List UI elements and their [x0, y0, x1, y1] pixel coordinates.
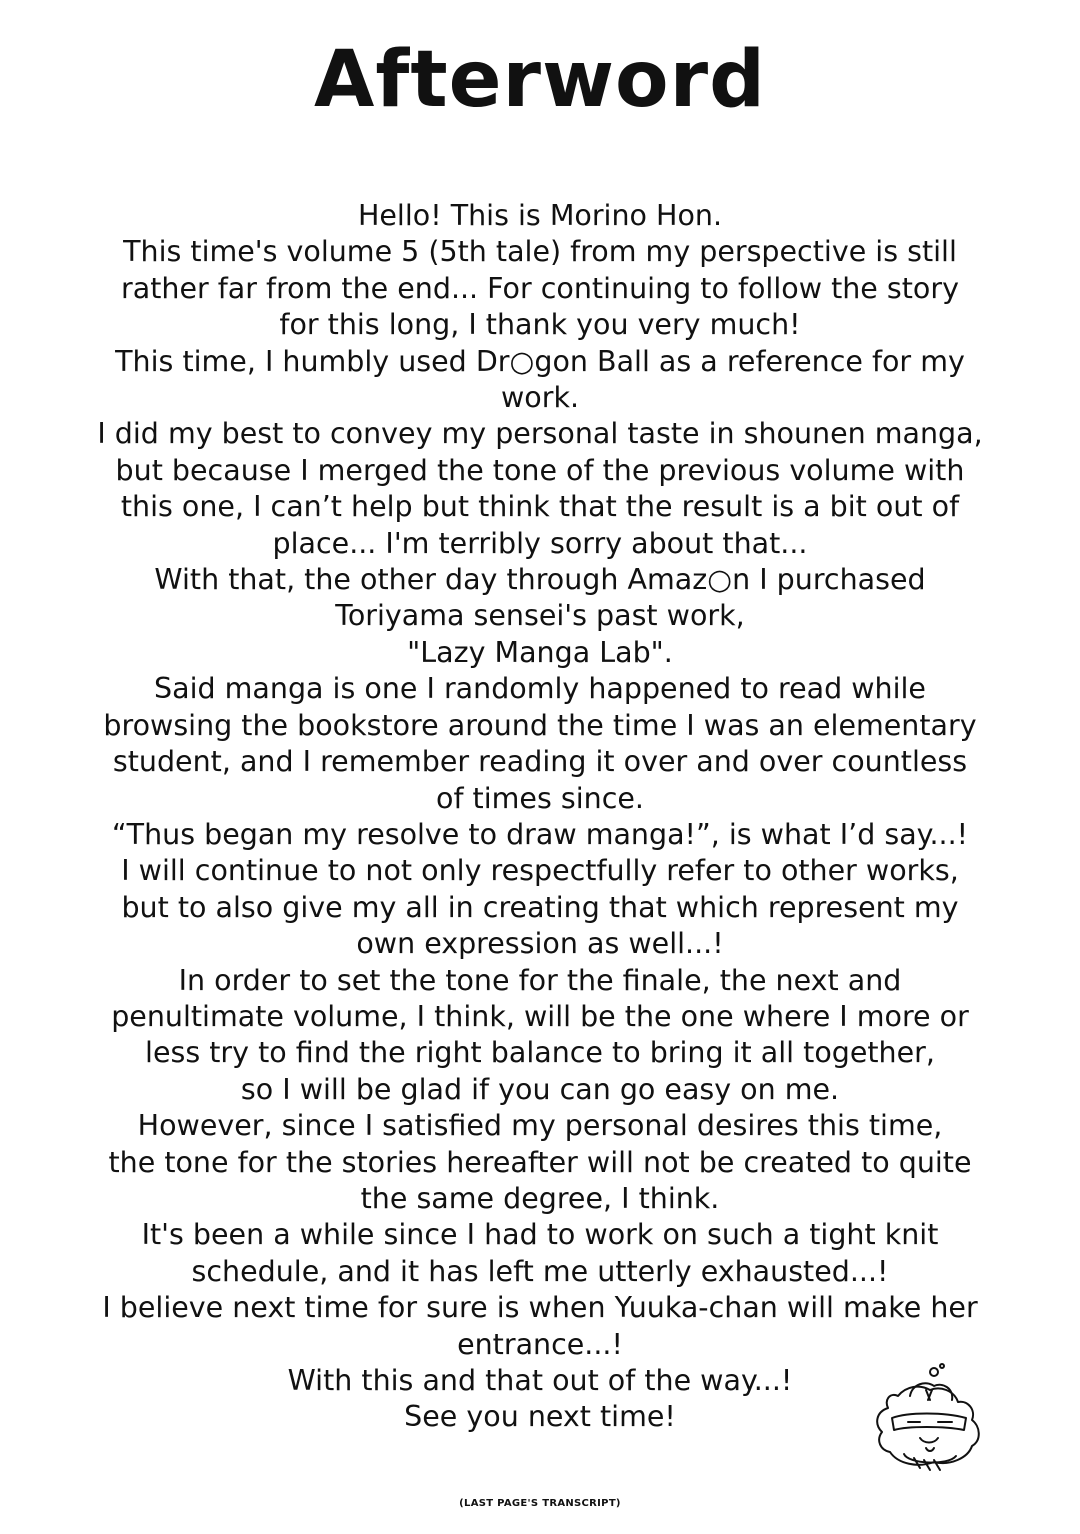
text-line: With this and that out of the way...! — [287, 1364, 793, 1397]
text-line: I did my best to convey my personal taste in shounen manga, — [97, 417, 983, 451]
text-line: However, since I satisfied my personal desires this time, — [137, 1109, 943, 1143]
page-title: Afterword — [314, 35, 766, 125]
text-line: own expression as well...! — [356, 927, 724, 961]
text-line: “Thus began my resolve to draw manga!”, is what I’d say...! — [111, 817, 969, 851]
text-line: the tone for the stories hereafter will not be created to quite — [108, 1145, 972, 1179]
text-line: Hello! This is Morino Hon. — [357, 199, 723, 232]
text-line: work. — [500, 381, 580, 415]
text-line: less try to find the right balance to bring it all together, — [145, 1036, 935, 1070]
text-line: penultimate volume, I think, will be the one where I more or — [111, 999, 969, 1033]
text-line: place... I'm terribly sorry about that... — [272, 526, 808, 560]
text-line: schedule, and it has left me utterly exhausted...! — [191, 1254, 889, 1288]
text-line: This time's volume 5 (5th tale) from my perspective is still — [123, 235, 957, 269]
text-line: this one, I can’t help but think that the result is a bit out of — [120, 490, 960, 524]
text-line: rather far from the end... For continuing to follow the story — [121, 271, 959, 305]
text-line: I believe next time for sure is when Yuuka-chan will make her — [102, 1291, 978, 1325]
text-line: of times since. — [436, 781, 644, 815]
text-line: It's been a while since I had to work on such a tight knit — [141, 1218, 939, 1252]
text-line: Toriyama sensei's past work, — [335, 599, 745, 633]
afterword-body — [40, 198, 1040, 1436]
text-line: This time, I humbly used Dr○gon Ball as a reference for my — [115, 344, 965, 378]
text-line: browsing the bookstore around the time I was an elementary — [103, 708, 977, 742]
text-line: so I will be glad if you can go easy on me. — [240, 1072, 840, 1106]
text-line: I will continue to not only respectfully refer to other works, — [121, 854, 959, 888]
text-line: but to also give my all in creating that which represent my — [121, 890, 959, 924]
text-line: Said manga is one I randomly happened to read while — [154, 672, 926, 706]
text-line: In order to set the tone for the finale, the next and — [178, 963, 902, 997]
text-line: student, and I remember reading it over and over countless — [112, 745, 968, 779]
text-line: for this long, I thank you very much! — [279, 308, 801, 342]
text-line: See you next time! — [404, 1400, 676, 1434]
footer-note: (LAST PAGE'S TRANSCRIPT) — [459, 1498, 621, 1509]
text-line: but because I merged the tone of the previous volume with — [115, 453, 965, 487]
text-line: With that, the other day through Amaz○n I purchased — [154, 563, 926, 597]
text-line: entrance...! — [457, 1327, 623, 1361]
text-line: "Lazy Manga Lab". — [407, 635, 673, 669]
author-mascot-doodle-icon — [868, 1360, 986, 1475]
text-line: the same degree, I think. — [360, 1181, 720, 1215]
